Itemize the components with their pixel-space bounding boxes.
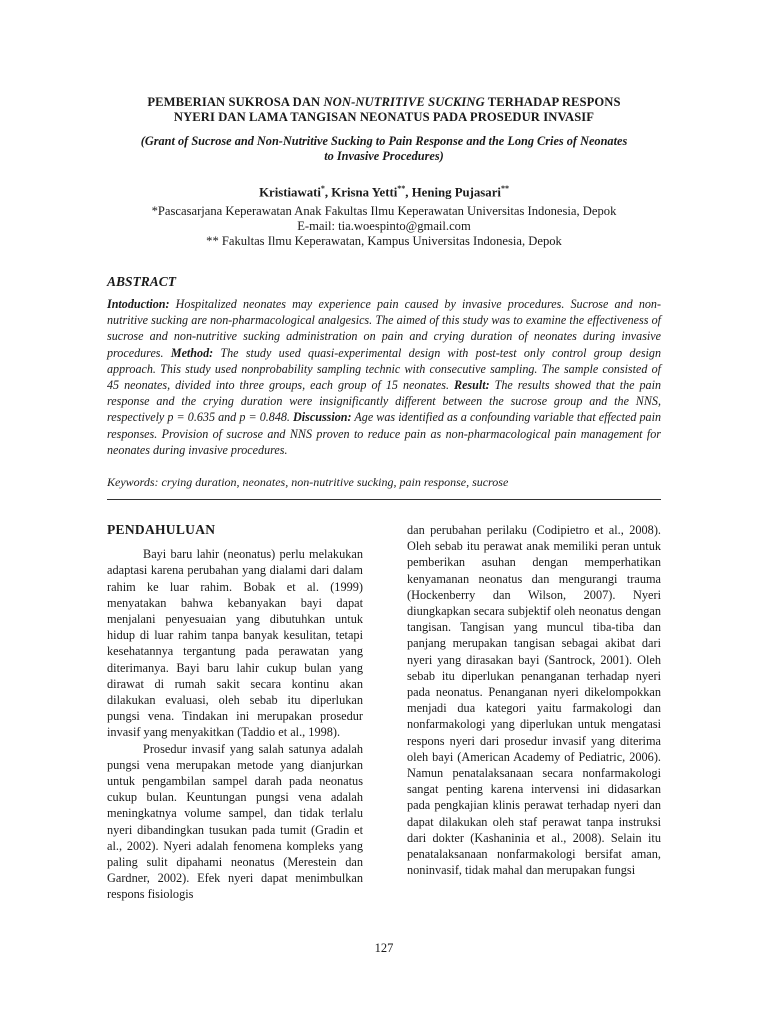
section-divider xyxy=(107,499,661,500)
body-paragraph: Bayi baru lahir (neonatus) perlu melakukan adaptasi karena perubahan yang dialami dari dalam rahim ke luar rahim. Bobak et al. (1999) menyatakan bahwa kebanyakan bayi dapat menjalani penyesuaian yang dibutuhkan untuk hidup di luar rahim tanpa banyak kesulitan, tetapi kesehatannya tergantung pada perawatan yang diterimanya. Bayi baru lahir cukup bulan yang dirawat di rumah sakit secara kontinu akan dilakukan evaluasi, oleh sebab itu diperlukan pungsi vena. Tindakan ini merupakan prosedur invasif yang menyakitkan (Taddio et al., 1998). xyxy=(107,547,363,740)
english-title xyxy=(100,134,668,164)
body-column-right xyxy=(407,522,661,878)
author-3-mark: ** xyxy=(500,184,509,193)
affiliation-1: *Pascasarjana Keperawatan Anak Fakultas Ilmu Keperawatan Universitas Indonesia, Depok xyxy=(151,204,617,218)
affiliation-2: ** Fakultas Ilmu Keperawatan, Kampus Universitas Indonesia, Depok xyxy=(206,234,562,248)
abstract-heading: ABSTRACT xyxy=(107,274,177,289)
abstract-result-text: The results showed that the pain response and the crying duration were insignificantly different between the sucrose group and the NNS, respectively p = 0.635 and p = 0.848. xyxy=(107,378,661,425)
author-list xyxy=(100,184,668,200)
author-2: , Krisna Yetti xyxy=(324,185,398,200)
abstract-method-text: The study used quasi-experimental design with post-test only control group design approach. This study used nonprobability sampling technic with consecutive sampling. The sample consisted of 45 neonates, divided into three groups, each group of 15 neonates. xyxy=(107,345,661,393)
section-heading: PENDAHULUAN xyxy=(107,522,216,537)
author-email: E-mail: tia.woespinto@gmail.com xyxy=(297,219,471,233)
abstract-discussion-text: Age was identified as a confounding variable that effected pain responses. Provision of sucrose and NNS proven to reduce pain as non-pharmacological pain management for neonates during invasive procedures. xyxy=(107,410,661,457)
keywords: Keywords: crying duration, neonates, non-nutritive sucking, pain response, sucrose xyxy=(107,475,509,489)
english-title-line2: to Invasive Procedures) xyxy=(324,149,444,163)
title-line1-part-a: PEMBERIAN SUKROSA DAN xyxy=(147,95,324,109)
author-2-mark: ** xyxy=(397,184,406,193)
body-paragraph: Prosedur invasif yang salah satunya adalah pungsi vena merupakan metode yang dianjurkan untuk pengambilan sampel darah pada neonatus cukup bulan. Keuntungan pungsi vena adalah meningkatnya volume sampel, dan tidak terlalu nyeri dibandingkan tusukan pada tumit (Gradin et al., 2002). Nyeri adalah fenomena kompleks yang paling sulit dipahami neonatus (Merestein dan Gardner, 2002). Efek nyeri dapat menimbulkan respons fisiologis xyxy=(107,741,363,902)
abstract-method-label: Method: xyxy=(170,345,214,360)
abstract-intro-label: Intoduction: xyxy=(107,297,170,311)
page-number: 127 xyxy=(374,941,394,955)
title-line1-part-b: TERHADAP RESPONS xyxy=(484,95,621,109)
body-paragraph: dan perubahan perilaku (Codipietro et al., 2008). Oleh sebab itu perawat anak memiliki peran untuk pemberikan asuhan dengan memperhatikan kenyamanan neonatus dan mengurangi trauma (Hockenberry dan Wilson, 2007). Nyeri diungkapkan secara subjektif oleh neonatus dengan tangisan. Tangisan yang muncul tiba-tiba dan panjang merupakan tangisan sebagai akibat dari nyeri yang dirasakan bayi (Santrock, 2001). Oleh sebab itu diperlukan penanganan terhadap nyeri pada neonatus. Penanganan nyeri dikelompokkan menjadi dua kategori yaitu farmakologi dan nonfarmakologi yang diperlukan untuk mengatasi respons nyeri dari prosedur invasif yang diterima oleh bayi (American Academy of Pediatric, 2006). Namun penatalaksanaan secara nonfarmakologi sangat penting karena intervensi ini didasarkan pada pengkajian klinis perawat terhadap nyeri dan dapat dilakukan oleh staf perawat tanpa instruksi dari dokter (Kashaninia et al., 2008). Selain itu penatalaksanaan nonfarmakologi bersifat aman, noninvasif, tidak mahal dan merupakan fungsi xyxy=(407,523,661,878)
author-1: Kristiawati xyxy=(259,185,321,200)
author-3: , Hening Pujasari xyxy=(405,185,501,200)
abstract-intro-text: Hospitalized neonates may experience pain caused by invasive procedures. Sucrose and non-nutritive sucking are non-pharmacological analgesics. The aimed of this study was to examine the effectiveness of sucrose and non-nutritive sucking administration on pain and crying duration of neonates during invasive procedures. xyxy=(107,297,661,360)
abstract-result-label: Result: xyxy=(454,378,490,393)
abstract-text xyxy=(107,296,661,458)
article-title xyxy=(100,95,668,125)
abstract-discussion-label: Discussion: xyxy=(293,410,352,425)
title-line1-italic: NON-NUTRITIVE SUCKING xyxy=(323,95,485,109)
body-column-left xyxy=(107,522,363,903)
english-title-line1: (Grant of Sucrose and Non-Nutritive Sucking to Pain Response and the Long Cries of Neonates xyxy=(140,134,628,148)
author-1-mark: * xyxy=(320,184,325,193)
title-line2: NYERI DAN LAMA TANGISAN NEONATUS PADA PROSEDUR INVASIF xyxy=(173,110,595,124)
